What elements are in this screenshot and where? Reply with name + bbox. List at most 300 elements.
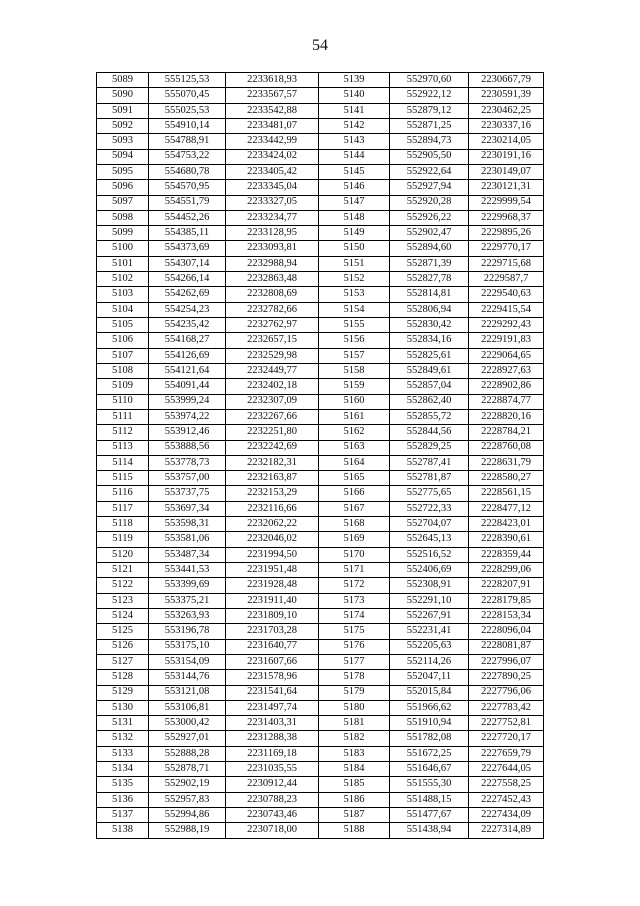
x-coordinate-cell: 552781,87 <box>390 471 469 486</box>
x-coordinate-cell: 552988,19 <box>149 823 226 838</box>
y-coordinate-cell: 2229540,63 <box>469 287 544 302</box>
y-coordinate-cell: 2227659,79 <box>469 746 544 761</box>
point-number-cell: 5144 <box>319 149 390 164</box>
table-row <box>97 654 544 669</box>
y-coordinate-cell: 2231928,48 <box>226 578 319 593</box>
x-coordinate-cell: 551477,67 <box>390 808 469 823</box>
y-coordinate-cell: 2232657,15 <box>226 333 319 348</box>
point-number-cell: 5165 <box>319 471 390 486</box>
point-number-cell: 5164 <box>319 455 390 470</box>
x-coordinate-cell: 554570,95 <box>149 180 226 195</box>
point-number-cell: 5111 <box>97 409 149 424</box>
x-coordinate-cell: 553375,21 <box>149 593 226 608</box>
y-coordinate-cell: 2227644,05 <box>469 762 544 777</box>
y-coordinate-cell: 2227796,06 <box>469 685 544 700</box>
point-number-cell: 5162 <box>319 425 390 440</box>
table-row <box>97 471 544 486</box>
y-coordinate-cell: 2232267,66 <box>226 409 319 424</box>
point-number-cell: 5101 <box>97 256 149 271</box>
point-number-cell: 5182 <box>319 731 390 746</box>
x-coordinate-cell: 554385,11 <box>149 226 226 241</box>
x-coordinate-cell: 553000,42 <box>149 716 226 731</box>
y-coordinate-cell: 2232046,02 <box>226 532 319 547</box>
x-coordinate-cell: 552922,64 <box>390 164 469 179</box>
x-coordinate-cell: 552406,69 <box>390 563 469 578</box>
x-coordinate-cell: 554121,64 <box>149 363 226 378</box>
y-coordinate-cell: 2233442,99 <box>226 134 319 149</box>
x-coordinate-cell: 554126,69 <box>149 348 226 363</box>
table-row <box>97 593 544 608</box>
table-row <box>97 226 544 241</box>
x-coordinate-cell: 553778,73 <box>149 455 226 470</box>
x-coordinate-cell: 553121,08 <box>149 685 226 700</box>
y-coordinate-cell: 2231288,38 <box>226 731 319 746</box>
point-number-cell: 5146 <box>319 180 390 195</box>
y-coordinate-cell: 2228390,61 <box>469 532 544 547</box>
x-coordinate-cell: 552825,61 <box>390 348 469 363</box>
x-coordinate-cell: 553487,34 <box>149 547 226 562</box>
y-coordinate-cell: 2228631,79 <box>469 455 544 470</box>
point-number-cell: 5089 <box>97 73 149 88</box>
table-row <box>97 379 544 394</box>
y-coordinate-cell: 2227452,43 <box>469 792 544 807</box>
y-coordinate-cell: 2227720,17 <box>469 731 544 746</box>
x-coordinate-cell: 553399,69 <box>149 578 226 593</box>
table-row <box>97 348 544 363</box>
point-number-cell: 5112 <box>97 425 149 440</box>
x-coordinate-cell: 553263,93 <box>149 608 226 623</box>
x-coordinate-cell: 553888,56 <box>149 440 226 455</box>
x-coordinate-cell: 552888,28 <box>149 746 226 761</box>
y-coordinate-cell: 2233618,93 <box>226 73 319 88</box>
point-number-cell: 5186 <box>319 792 390 807</box>
x-coordinate-cell: 552844,56 <box>390 425 469 440</box>
x-coordinate-cell: 551966,62 <box>390 700 469 715</box>
table-row <box>97 394 544 409</box>
y-coordinate-cell: 2231169,18 <box>226 746 319 761</box>
x-coordinate-cell: 552926,22 <box>390 210 469 225</box>
table-row <box>97 700 544 715</box>
point-number-cell: 5154 <box>319 302 390 317</box>
y-coordinate-cell: 2230591,39 <box>469 88 544 103</box>
x-coordinate-cell: 552829,25 <box>390 440 469 455</box>
y-coordinate-cell: 2230743,46 <box>226 808 319 823</box>
table-row <box>97 823 544 838</box>
x-coordinate-cell: 552722,33 <box>390 501 469 516</box>
point-number-cell: 5094 <box>97 149 149 164</box>
y-coordinate-cell: 2232863,48 <box>226 272 319 287</box>
y-coordinate-cell: 2229999,54 <box>469 195 544 210</box>
point-number-cell: 5102 <box>97 272 149 287</box>
x-coordinate-cell: 552927,01 <box>149 731 226 746</box>
point-number-cell: 5187 <box>319 808 390 823</box>
point-number-cell: 5125 <box>97 624 149 639</box>
point-number-cell: 5156 <box>319 333 390 348</box>
y-coordinate-cell: 2227752,81 <box>469 716 544 731</box>
point-number-cell: 5143 <box>319 134 390 149</box>
point-number-cell: 5169 <box>319 532 390 547</box>
point-number-cell: 5106 <box>97 333 149 348</box>
y-coordinate-cell: 2227434,09 <box>469 808 544 823</box>
y-coordinate-cell: 2232808,69 <box>226 287 319 302</box>
y-coordinate-cell: 2228207,91 <box>469 578 544 593</box>
x-coordinate-cell: 553106,81 <box>149 700 226 715</box>
y-coordinate-cell: 2233567,57 <box>226 88 319 103</box>
x-coordinate-cell: 553196,78 <box>149 624 226 639</box>
table-row <box>97 256 544 271</box>
y-coordinate-cell: 2232062,22 <box>226 517 319 532</box>
point-number-cell: 5105 <box>97 318 149 333</box>
y-coordinate-cell: 2233345,04 <box>226 180 319 195</box>
point-number-cell: 5183 <box>319 746 390 761</box>
point-number-cell: 5181 <box>319 716 390 731</box>
table-row <box>97 532 544 547</box>
point-number-cell: 5095 <box>97 164 149 179</box>
x-coordinate-cell: 552231,41 <box>390 624 469 639</box>
point-number-cell: 5118 <box>97 517 149 532</box>
x-coordinate-cell: 552827,78 <box>390 272 469 287</box>
table-row <box>97 180 544 195</box>
y-coordinate-cell: 2228927,63 <box>469 363 544 378</box>
y-coordinate-cell: 2230462,25 <box>469 103 544 118</box>
x-coordinate-cell: 554266,14 <box>149 272 226 287</box>
point-number-cell: 5107 <box>97 348 149 363</box>
x-coordinate-cell: 552857,04 <box>390 379 469 394</box>
point-number-cell: 5145 <box>319 164 390 179</box>
y-coordinate-cell: 2228096,04 <box>469 624 544 639</box>
y-coordinate-cell: 2229292,43 <box>469 318 544 333</box>
table-row <box>97 103 544 118</box>
y-coordinate-cell: 2228081,87 <box>469 639 544 654</box>
table-row <box>97 762 544 777</box>
x-coordinate-cell: 552994,86 <box>149 808 226 823</box>
x-coordinate-cell: 553757,00 <box>149 471 226 486</box>
x-coordinate-cell: 552871,39 <box>390 256 469 271</box>
page-number: 54 <box>312 37 328 54</box>
point-number-cell: 5159 <box>319 379 390 394</box>
x-coordinate-cell: 554753,22 <box>149 149 226 164</box>
point-number-cell: 5091 <box>97 103 149 118</box>
point-number-cell: 5121 <box>97 563 149 578</box>
table-row <box>97 563 544 578</box>
point-number-cell: 5175 <box>319 624 390 639</box>
y-coordinate-cell: 2233424,02 <box>226 149 319 164</box>
x-coordinate-cell: 552957,83 <box>149 792 226 807</box>
x-coordinate-cell: 554373,69 <box>149 241 226 256</box>
x-coordinate-cell: 553581,06 <box>149 532 226 547</box>
point-number-cell: 5097 <box>97 195 149 210</box>
point-number-cell: 5126 <box>97 639 149 654</box>
x-coordinate-cell: 553912,46 <box>149 425 226 440</box>
y-coordinate-cell: 2233405,42 <box>226 164 319 179</box>
y-coordinate-cell: 2233327,05 <box>226 195 319 210</box>
y-coordinate-cell: 2231497,74 <box>226 700 319 715</box>
y-coordinate-cell: 2233542,88 <box>226 103 319 118</box>
x-coordinate-cell: 552015,84 <box>390 685 469 700</box>
x-coordinate-cell: 552814,81 <box>390 287 469 302</box>
x-coordinate-cell: 552849,61 <box>390 363 469 378</box>
x-coordinate-cell: 554551,79 <box>149 195 226 210</box>
y-coordinate-cell: 2232782,66 <box>226 302 319 317</box>
y-coordinate-cell: 2228580,27 <box>469 471 544 486</box>
y-coordinate-cell: 2230912,44 <box>226 777 319 792</box>
x-coordinate-cell: 554254,23 <box>149 302 226 317</box>
x-coordinate-cell: 552806,94 <box>390 302 469 317</box>
y-coordinate-cell: 2229715,68 <box>469 256 544 271</box>
x-coordinate-cell: 551646,67 <box>390 762 469 777</box>
x-coordinate-cell: 552205,63 <box>390 639 469 654</box>
table-row <box>97 608 544 623</box>
point-number-cell: 5131 <box>97 716 149 731</box>
point-number-cell: 5120 <box>97 547 149 562</box>
point-number-cell: 5151 <box>319 256 390 271</box>
y-coordinate-cell: 2232988,94 <box>226 256 319 271</box>
y-coordinate-cell: 2231911,40 <box>226 593 319 608</box>
x-coordinate-cell: 553144,76 <box>149 670 226 685</box>
x-coordinate-cell: 553441,53 <box>149 563 226 578</box>
y-coordinate-cell: 2229415,54 <box>469 302 544 317</box>
x-coordinate-cell: 554452,26 <box>149 210 226 225</box>
point-number-cell: 5127 <box>97 654 149 669</box>
x-coordinate-cell: 554910,14 <box>149 118 226 133</box>
point-number-cell: 5138 <box>97 823 149 838</box>
table-row <box>97 777 544 792</box>
table-row <box>97 670 544 685</box>
x-coordinate-cell: 553737,75 <box>149 486 226 501</box>
y-coordinate-cell: 2230788,23 <box>226 792 319 807</box>
x-coordinate-cell: 552920,28 <box>390 195 469 210</box>
point-number-cell: 5150 <box>319 241 390 256</box>
table-row <box>97 685 544 700</box>
x-coordinate-cell: 552970,60 <box>390 73 469 88</box>
y-coordinate-cell: 2227558,25 <box>469 777 544 792</box>
point-number-cell: 5098 <box>97 210 149 225</box>
y-coordinate-cell: 2232402,18 <box>226 379 319 394</box>
y-coordinate-cell: 2231607,66 <box>226 654 319 669</box>
point-number-cell: 5103 <box>97 287 149 302</box>
point-number-cell: 5163 <box>319 440 390 455</box>
point-number-cell: 5179 <box>319 685 390 700</box>
point-number-cell: 5117 <box>97 501 149 516</box>
y-coordinate-cell: 2232251,80 <box>226 425 319 440</box>
x-coordinate-cell: 552927,94 <box>390 180 469 195</box>
x-coordinate-cell: 551672,25 <box>390 746 469 761</box>
point-number-cell: 5152 <box>319 272 390 287</box>
x-coordinate-cell: 554168,27 <box>149 333 226 348</box>
point-number-cell: 5124 <box>97 608 149 623</box>
x-coordinate-cell: 552114,26 <box>390 654 469 669</box>
point-number-cell: 5141 <box>319 103 390 118</box>
y-coordinate-cell: 2232116,66 <box>226 501 319 516</box>
y-coordinate-cell: 2228874,77 <box>469 394 544 409</box>
x-coordinate-cell: 552878,71 <box>149 762 226 777</box>
point-number-cell: 5158 <box>319 363 390 378</box>
x-coordinate-cell: 554680,78 <box>149 164 226 179</box>
point-number-cell: 5142 <box>319 118 390 133</box>
table-row <box>97 88 544 103</box>
x-coordinate-cell: 551488,15 <box>390 792 469 807</box>
point-number-cell: 5168 <box>319 517 390 532</box>
table-row <box>97 134 544 149</box>
y-coordinate-cell: 2231951,48 <box>226 563 319 578</box>
y-coordinate-cell: 2228423,01 <box>469 517 544 532</box>
table-row <box>97 517 544 532</box>
point-number-cell: 5137 <box>97 808 149 823</box>
x-coordinate-cell: 553175,10 <box>149 639 226 654</box>
table-row <box>97 792 544 807</box>
table-row <box>97 409 544 424</box>
table-row <box>97 624 544 639</box>
x-coordinate-cell: 552862,40 <box>390 394 469 409</box>
point-number-cell: 5155 <box>319 318 390 333</box>
y-coordinate-cell: 2232153,29 <box>226 486 319 501</box>
point-number-cell: 5177 <box>319 654 390 669</box>
y-coordinate-cell: 2229191,83 <box>469 333 544 348</box>
point-number-cell: 5185 <box>319 777 390 792</box>
y-coordinate-cell: 2231035,55 <box>226 762 319 777</box>
table-row <box>97 272 544 287</box>
table-row <box>97 440 544 455</box>
point-number-cell: 5099 <box>97 226 149 241</box>
point-number-cell: 5172 <box>319 578 390 593</box>
x-coordinate-cell: 552894,60 <box>390 241 469 256</box>
x-coordinate-cell: 554788,91 <box>149 134 226 149</box>
y-coordinate-cell: 2231578,96 <box>226 670 319 685</box>
y-coordinate-cell: 2231541,64 <box>226 685 319 700</box>
table-row <box>97 731 544 746</box>
point-number-cell: 5174 <box>319 608 390 623</box>
point-number-cell: 5180 <box>319 700 390 715</box>
y-coordinate-cell: 2232242,69 <box>226 440 319 455</box>
x-coordinate-cell: 552830,42 <box>390 318 469 333</box>
y-coordinate-cell: 2232163,87 <box>226 471 319 486</box>
y-coordinate-cell: 2232182,31 <box>226 455 319 470</box>
y-coordinate-cell: 2228299,06 <box>469 563 544 578</box>
y-coordinate-cell: 2228820,16 <box>469 409 544 424</box>
table-row <box>97 639 544 654</box>
x-coordinate-cell: 552267,91 <box>390 608 469 623</box>
point-number-cell: 5170 <box>319 547 390 562</box>
point-number-cell: 5153 <box>319 287 390 302</box>
table-row <box>97 808 544 823</box>
x-coordinate-cell: 552645,13 <box>390 532 469 547</box>
point-number-cell: 5171 <box>319 563 390 578</box>
point-number-cell: 5108 <box>97 363 149 378</box>
y-coordinate-cell: 2232762,97 <box>226 318 319 333</box>
point-number-cell: 5132 <box>97 731 149 746</box>
point-number-cell: 5188 <box>319 823 390 838</box>
table-row <box>97 210 544 225</box>
point-number-cell: 5119 <box>97 532 149 547</box>
point-number-cell: 5109 <box>97 379 149 394</box>
point-number-cell: 5135 <box>97 777 149 792</box>
y-coordinate-cell: 2228784,21 <box>469 425 544 440</box>
table-row <box>97 455 544 470</box>
y-coordinate-cell: 2230149,07 <box>469 164 544 179</box>
point-number-cell: 5092 <box>97 118 149 133</box>
x-coordinate-cell: 554262,69 <box>149 287 226 302</box>
point-number-cell: 5128 <box>97 670 149 685</box>
y-coordinate-cell: 2232449,77 <box>226 363 319 378</box>
point-number-cell: 5178 <box>319 670 390 685</box>
point-number-cell: 5122 <box>97 578 149 593</box>
x-coordinate-cell: 552855,72 <box>390 409 469 424</box>
table-row <box>97 149 544 164</box>
point-number-cell: 5140 <box>319 88 390 103</box>
x-coordinate-cell: 553697,34 <box>149 501 226 516</box>
point-number-cell: 5160 <box>319 394 390 409</box>
point-number-cell: 5139 <box>319 73 390 88</box>
y-coordinate-cell: 2229770,17 <box>469 241 544 256</box>
x-coordinate-cell: 552291,10 <box>390 593 469 608</box>
table-row <box>97 746 544 761</box>
x-coordinate-cell: 553154,09 <box>149 654 226 669</box>
table-row <box>97 118 544 133</box>
x-coordinate-cell: 554235,42 <box>149 318 226 333</box>
point-number-cell: 5116 <box>97 486 149 501</box>
y-coordinate-cell: 2232529,98 <box>226 348 319 363</box>
point-number-cell: 5176 <box>319 639 390 654</box>
y-coordinate-cell: 2231809,10 <box>226 608 319 623</box>
point-number-cell: 5115 <box>97 471 149 486</box>
point-number-cell: 5133 <box>97 746 149 761</box>
point-number-cell: 5149 <box>319 226 390 241</box>
point-number-cell: 5104 <box>97 302 149 317</box>
y-coordinate-cell: 2233093,81 <box>226 241 319 256</box>
y-coordinate-cell: 2232307,09 <box>226 394 319 409</box>
y-coordinate-cell: 2233481,07 <box>226 118 319 133</box>
y-coordinate-cell: 2231640,77 <box>226 639 319 654</box>
table-row <box>97 547 544 562</box>
point-number-cell: 5129 <box>97 685 149 700</box>
point-number-cell: 5110 <box>97 394 149 409</box>
x-coordinate-cell: 555125,53 <box>149 73 226 88</box>
x-coordinate-cell: 552879,12 <box>390 103 469 118</box>
x-coordinate-cell: 552047,11 <box>390 670 469 685</box>
table-row <box>97 425 544 440</box>
table-row <box>97 302 544 317</box>
y-coordinate-cell: 2227996,07 <box>469 654 544 669</box>
x-coordinate-cell: 555025,53 <box>149 103 226 118</box>
point-number-cell: 5093 <box>97 134 149 149</box>
x-coordinate-cell: 551555,30 <box>390 777 469 792</box>
coordinates-table-body <box>97 73 544 839</box>
x-coordinate-cell: 553598,31 <box>149 517 226 532</box>
x-coordinate-cell: 554091,44 <box>149 379 226 394</box>
y-coordinate-cell: 2228760,08 <box>469 440 544 455</box>
x-coordinate-cell: 551910,94 <box>390 716 469 731</box>
x-coordinate-cell: 552902,19 <box>149 777 226 792</box>
table-row <box>97 333 544 348</box>
y-coordinate-cell: 2231703,28 <box>226 624 319 639</box>
y-coordinate-cell: 2229587,7 <box>469 272 544 287</box>
x-coordinate-cell: 552834,16 <box>390 333 469 348</box>
y-coordinate-cell: 2228179,85 <box>469 593 544 608</box>
table-row <box>97 318 544 333</box>
y-coordinate-cell: 2229064,65 <box>469 348 544 363</box>
point-number-cell: 5100 <box>97 241 149 256</box>
x-coordinate-cell: 552922,12 <box>390 88 469 103</box>
point-number-cell: 5130 <box>97 700 149 715</box>
table-row <box>97 578 544 593</box>
y-coordinate-cell: 2227783,42 <box>469 700 544 715</box>
x-coordinate-cell: 552905,50 <box>390 149 469 164</box>
x-coordinate-cell: 552704,07 <box>390 517 469 532</box>
y-coordinate-cell: 2230337,16 <box>469 118 544 133</box>
y-coordinate-cell: 2231403,31 <box>226 716 319 731</box>
y-coordinate-cell: 2231994,50 <box>226 547 319 562</box>
table-row <box>97 501 544 516</box>
